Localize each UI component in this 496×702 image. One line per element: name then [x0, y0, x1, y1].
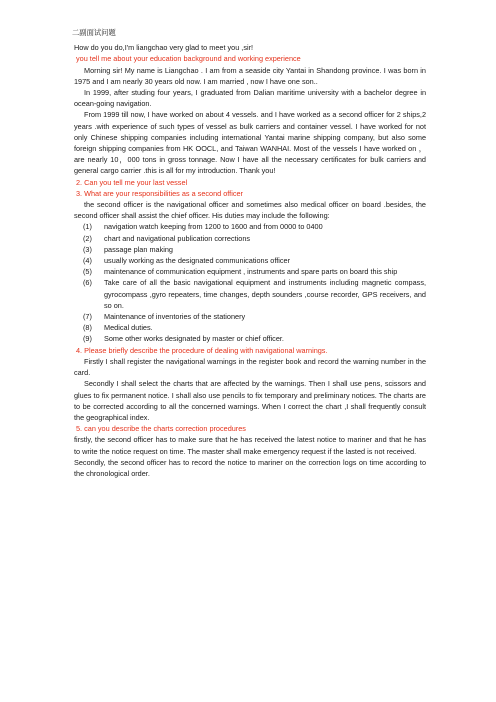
question-4: 4. Please briefly describe the procedure of dealing with navigational warnings. [76, 345, 328, 355]
list-item-text: Maintenance of inventories of the stationery [104, 312, 246, 322]
list-item-number: (6) [83, 278, 92, 288]
answer-paragraph: firstly, the second officer has to make sure that he has received the latest notice to mariner and that he has to write the notice request on time. The master shall make emergency request if the lasted is not received. [74, 435, 426, 456]
list-item [74, 333, 426, 344]
answer-paragraph: Morning sir! My name is Liangchao . I am from a seaside city Yantai in Shandong province. I was born in 1975 and I am nearly 30 years old now. I am married , now I have one son.. [74, 65, 426, 86]
answer-paragraph: Secondly I shall select the charts that are affected by the warnings. Then I shall use pens, scissors and glues to fix permanent notice. I shall also use pencils to fix temporary and preliminary notices. The charts are to be corrected according to all the concerned warnings. When I correct the chart ,I shall frequently consult the geographical index. [74, 379, 426, 422]
question-5: 5. can you describe the charts correction procedures [76, 424, 246, 434]
document-title: 二副面试问题 [72, 28, 116, 37]
list-item [74, 255, 426, 266]
list-item-number: (7) [83, 312, 92, 322]
list-item [74, 221, 426, 232]
list-item-number: (5) [83, 267, 92, 277]
list-item-number: (3) [83, 244, 92, 254]
list-item-text: usually working as the designated communications officer [104, 256, 291, 266]
answer-paragraph: In 1999, after studing four years, I graduated from Dalian maritime university with a bachelor degree in ocean-going navigation. [74, 88, 426, 109]
list-item-number: (2) [83, 233, 92, 243]
list-item-text: Medical duties. [104, 323, 153, 333]
list-item-text: navigation watch keeping from 1200 to 1600 and from 0000 to 0400 [104, 222, 323, 232]
list-item-number: (8) [83, 323, 92, 333]
list-item [74, 266, 426, 277]
list-item-number: (1) [83, 222, 92, 232]
answer-paragraph: From 1999 till now, I have worked on about 4 vessels. and I have worked as a second officer for 2 ships,2 years .with experience of such types of vessel as bulk carriers and container vessel. I have worked for not only Chinese shipping companies including international Yantai marine shipping company, but also some foreign shipping companies from HK OOCL, and Taiwan WANHAI. Most of the vessels I have worked on ， are nearly 10，000 tons in gross tonnage. Now I have all the necessary certificates for bulk carriers and general cargo carrier .this is all for my introduction. Thank you! [74, 110, 426, 176]
list-item-text: maintenance of communication equipment , instruments and spare parts on board this ship [104, 267, 398, 277]
list-item [74, 311, 426, 322]
list-item-text: Take care of all the basic navigational equipment and instruments including magnetic compass, gyrocompass ,gyro repeaters, time changes, depth sounders ,course recorder, GPS receivers, and so on. [104, 278, 426, 310]
answer-paragraph: Firstly I shall register the navigational warnings in the register book and record the warning number in the card. [74, 356, 426, 378]
list-item-number: (4) [83, 256, 92, 266]
greeting-line: How do you do,I'm liangchao very glad to meet you ,sir! [74, 43, 254, 53]
list-item [74, 322, 426, 333]
question-3: 3. What are your responsibilities as a second officer [76, 188, 243, 198]
question-1: you tell me about your education background and working experience [76, 54, 301, 64]
question-2: 2. Can you tell me your last vessel [76, 177, 188, 187]
duties-list [74, 221, 426, 344]
document-body [74, 27, 426, 479]
answer-paragraph: Secondly, the second officer has to record the notice to mariner on the correction logs on time according to the chronological order. [74, 457, 426, 478]
list-item-text: passage plan making [104, 244, 173, 254]
answer-paragraph: the second officer is the navigational officer and sometimes also medical officer on board .besides, the second officer shall assist the chief officer. His duties may include the following: [74, 200, 426, 221]
list-item-text: Some other works designated by master or chief officer. [104, 334, 284, 344]
list-item [74, 233, 426, 244]
list-item [74, 244, 426, 255]
list-item-number: (9) [83, 334, 92, 344]
list-item-text: chart and navigational publication corrections [104, 233, 251, 243]
list-item [74, 277, 426, 311]
